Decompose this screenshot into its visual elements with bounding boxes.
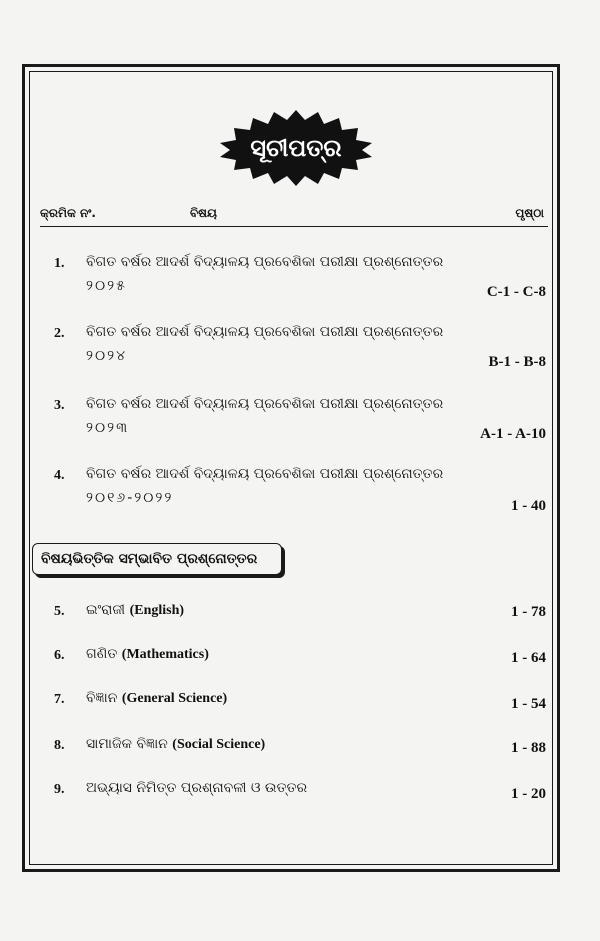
subject-odia: ଅଭ୍ୟାସ ନିମିତ୍ତ ପ୍ରଶ୍ନାବଳୀ ଓ ଉତ୍ତର (86, 780, 308, 796)
toc-subject-6 (40, 646, 550, 670)
entry-pages: 1 - 78 (511, 604, 546, 620)
toc-entry-4 (40, 466, 550, 518)
header-serial: କ୍ରମିକ ନଂ. (40, 206, 96, 220)
entry-number: 6. (54, 648, 65, 663)
toc-subject-9 (40, 780, 550, 804)
subject-label (86, 780, 307, 796)
header-divider (40, 226, 548, 227)
entry-pages: 1 - 64 (511, 650, 546, 666)
entry-pages: 1 - 20 (511, 786, 546, 802)
toc-subject-5 (40, 602, 550, 626)
entry-pages: C-1 - C-8 (486, 284, 546, 300)
subject-odia: ବିଜ୍ଞାନ (86, 690, 118, 706)
subject-odia: ଇଂରାଜୀ (86, 602, 126, 618)
entry-title: ବିଗତ ବର୍ଷର ଆଦର୍ଶ ବିଦ୍ୟାଳୟ ପ୍ରବେଶିକା ପରୀକ୍ଷା ପ୍ରଶ୍ନୋତ୍ତର (86, 324, 444, 340)
entry-pages: 1 - 88 (511, 740, 546, 756)
entry-number: 5. (54, 604, 65, 619)
entry-title: ବିଗତ ବର୍ଷର ଆଦର୍ଶ ବିଦ୍ୟାଳୟ ପ୍ରବେଶିକା ପରୀକ୍ଷା ପ୍ରଶ୍ନୋତ୍ତର (86, 466, 444, 482)
entry-number: 1. (54, 256, 65, 271)
entry-year: ୨୦୨୫ (86, 278, 127, 294)
entry-number: 2. (54, 326, 65, 341)
subject-english: (English) (129, 603, 185, 618)
entry-pages: B-1 - B-8 (488, 354, 546, 370)
toc-entry-1 (40, 254, 550, 306)
entry-year: ୨୦୨୪ (86, 348, 128, 364)
header-page: ପୃଷ୍ଠା (515, 206, 544, 220)
table-header (40, 206, 544, 226)
entry-number: 9. (54, 782, 65, 797)
section-heading: ବିଷୟଭିତ୍ତିକ ସମ୍ଭାବିତ ପ୍ରଶ୍ନୋତ୍ତର (32, 543, 282, 575)
entry-year: ୨୦୨୩ (86, 420, 130, 436)
entry-pages: 1 - 54 (511, 696, 546, 712)
entry-title: ବିଗତ ବର୍ଷର ଆଦର୍ଶ ବିଦ୍ୟାଳୟ ପ୍ରବେଶିକା ପରୀକ୍ଷା ପ୍ରଶ୍ନୋତ୍ତର (86, 254, 444, 270)
toc-entry-2 (40, 324, 550, 376)
header-subject: ବିଷୟ (190, 206, 217, 220)
entry-year: ୨୦୧୬-୨୦୨୨ (86, 490, 174, 506)
toc-subject-7 (40, 690, 550, 714)
subject-odia: ସାମାଜିକ ବିଜ୍ଞାନ (86, 736, 168, 752)
toc-subject-8 (40, 736, 550, 760)
subject-english: (General Science) (121, 691, 228, 706)
entry-pages: A-1 - A-10 (480, 426, 546, 442)
entry-pages: 1 - 40 (511, 498, 546, 514)
entry-number: 4. (54, 468, 65, 483)
subject-english: (Social Science) (172, 737, 266, 752)
entry-number: 7. (54, 692, 65, 707)
entry-number: 8. (54, 738, 65, 753)
subject-label (86, 690, 227, 707)
subject-label (86, 602, 184, 619)
entry-title: ବିଗତ ବର୍ଷର ଆଦର୍ଶ ବିଦ୍ୟାଳୟ ପ୍ରବେଶିକା ପରୀକ୍ଷା ପ୍ରଶ୍ନୋତ୍ତର (86, 396, 444, 412)
subject-english: (Mathematics) (121, 647, 209, 662)
subject-odia: ଗଣିତ (86, 646, 118, 662)
subject-label (86, 646, 209, 663)
subject-label (86, 736, 265, 753)
entry-number: 3. (54, 398, 65, 413)
page-title: ସୂଚୀପତ୍ର (250, 134, 342, 162)
toc-entry-3 (40, 396, 550, 448)
